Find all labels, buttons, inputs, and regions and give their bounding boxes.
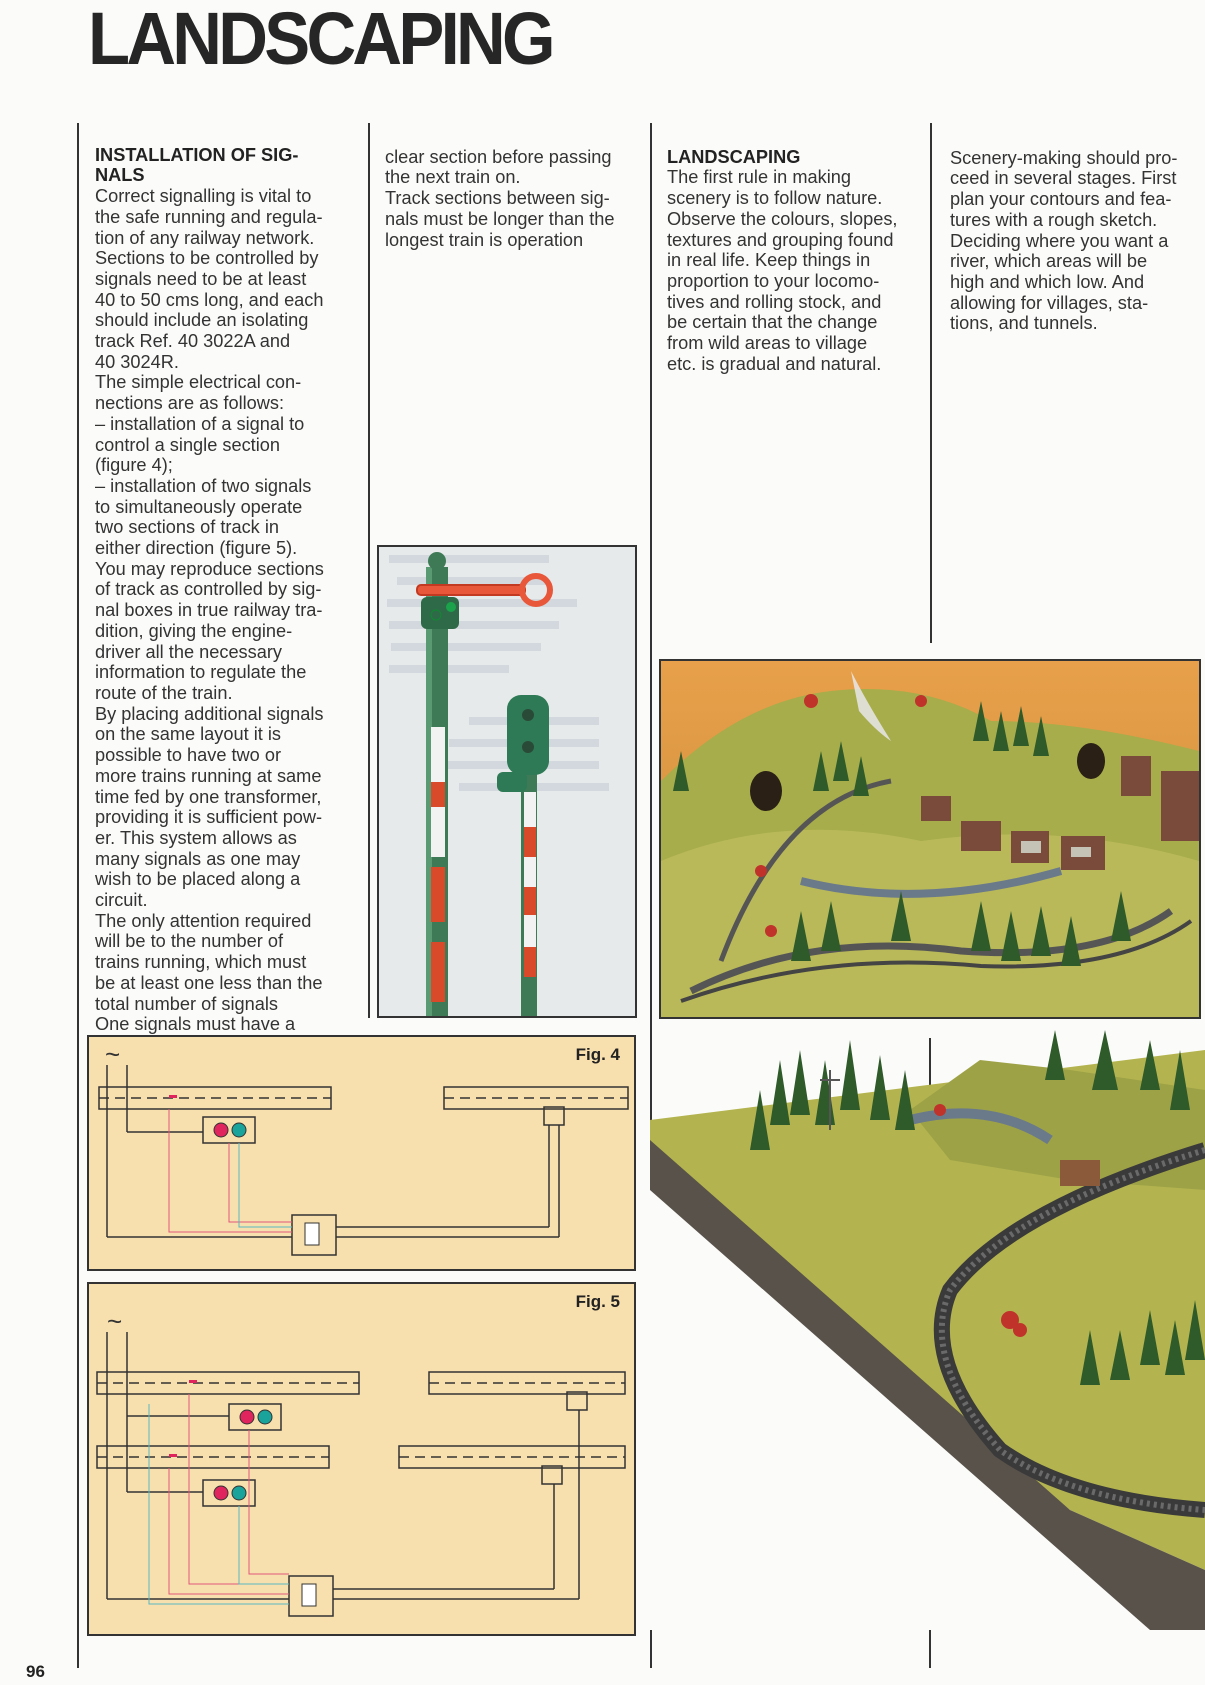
column-rule-2 (368, 123, 370, 1018)
text-column-1 (95, 124, 365, 1035)
figure-4-wiring-diagram (87, 1035, 636, 1271)
figure-5-wiring-diagram (87, 1282, 636, 1636)
section-body-scenery: Scenery-making should pro- ceed in several stages. First plan your contours and fea- tures with a rough sketch. Deciding where you want a river, which areas will be high and which low. And allowing for villages, sta- tions, and tunnels. (950, 147, 1178, 334)
layout-photo-diorama (650, 1030, 1205, 1630)
ac-symbol-icon: ~ (107, 1306, 123, 1336)
section-heading-signals: INSTALLATION OF SIG- NALS (95, 144, 299, 186)
ac-symbol-icon: ~ (105, 1039, 121, 1069)
section-heading-landscaping: LANDSCAPING (667, 146, 801, 167)
figure-5-label: Fig. 5 (575, 1292, 620, 1311)
page-title: LANDSCAPING (88, 0, 552, 80)
text-column-3 (667, 126, 927, 374)
text-column-4 (950, 127, 1204, 334)
column-rule-left (77, 123, 79, 1668)
column-rule-right (930, 123, 932, 643)
figure-4-label: Fig. 4 (575, 1045, 620, 1064)
page-number: 96 (26, 1662, 45, 1681)
text-column-2 (385, 126, 650, 250)
section-body-landscaping: The first rule in making scenery is to follow nature. Observe the colours, slopes, textures and grouping found in real life. Keep things in proportion to your locomo- tives and rolling stock, and be certain that the change from wild areas to village etc. is gradual and natural. (667, 167, 898, 374)
signal-photo (377, 545, 637, 1018)
layout-photo-village (659, 659, 1201, 1019)
section-body-signals: Correct signalling is vital to the safe running and regula- tion of any railway network. Sections to be controlled by signals need to be at least 40 to 50 cms long, and each should include an isolating track Ref. 40 3022A and 40 3024R. The simple electrical con- nections are as follows: – installation of a signal to control a single section (figure 4); – installation of two signals to simultaneously operate two sections of track in either direction (figure 5). You may reproduce sections of track as controlled by sig- nal boxes in true railway tra- dition, giving the engine- driver all the necessary information to regulate the route of the train. By placing additional signals on the same layout it is possible to have two or more trains running at same time fed by one transformer, providing it is sufficient pow- er. This system allows as many signals as one may wish to be placed along a circuit. The only attention required will be to the number of trains running, which must be at least one less than the total number of signals One signals must have a (95, 186, 324, 1035)
section-body-continued: clear section before passing the next train on. Track sections between sig- nals must be longer than the longest train is operation (385, 146, 615, 250)
